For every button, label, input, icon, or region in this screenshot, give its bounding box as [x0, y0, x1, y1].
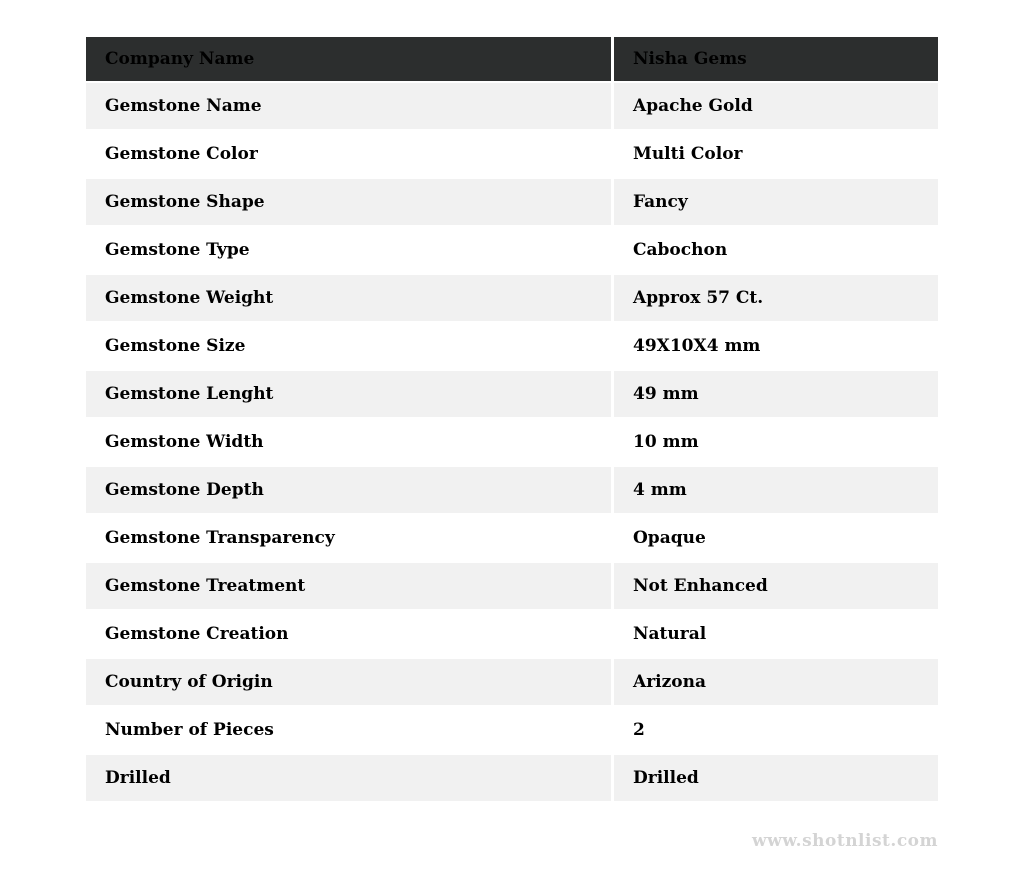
row-label-cell: Gemstone Lenght [86, 371, 611, 417]
row-value-cell: Not Enhanced [614, 563, 938, 609]
row-label-cell: Country of Origin [86, 659, 611, 705]
row-value-cell: Drilled [614, 755, 938, 801]
page-content [86, 0, 938, 851]
header-cell-company-name: Company Name [86, 37, 611, 81]
table-row [86, 419, 938, 465]
row-value-cell: 49X10X4 mm [614, 323, 938, 369]
table-row [86, 131, 938, 177]
row-label-cell: Gemstone Type [86, 227, 611, 273]
row-label-cell: Drilled [86, 755, 611, 801]
header-cell-company-value: Nisha Gems [614, 37, 938, 81]
row-label-cell: Gemstone Width [86, 419, 611, 465]
row-label-cell: Gemstone Name [86, 83, 611, 129]
watermark-url: www.shotnlist.com [751, 831, 938, 851]
row-label-cell: Gemstone Shape [86, 179, 611, 225]
row-value-cell: Natural [614, 611, 938, 657]
row-value-cell: Approx 57 Ct. [614, 275, 938, 321]
table-row [86, 227, 938, 273]
row-value-cell: 49 mm [614, 371, 938, 417]
table-row [86, 707, 938, 753]
table-header-row [86, 37, 938, 81]
row-value-cell: 4 mm [614, 467, 938, 513]
table-row [86, 467, 938, 513]
row-label-cell: Gemstone Depth [86, 467, 611, 513]
row-value-cell: Fancy [614, 179, 938, 225]
table-row [86, 179, 938, 225]
row-label-cell: Number of Pieces [86, 707, 611, 753]
row-label-cell: Gemstone Weight [86, 275, 611, 321]
row-value-cell: Multi Color [614, 131, 938, 177]
row-value-cell: Opaque [614, 515, 938, 561]
table-row [86, 323, 938, 369]
table-row [86, 371, 938, 417]
row-value-cell: Cabochon [614, 227, 938, 273]
table-row [86, 275, 938, 321]
table-row [86, 515, 938, 561]
row-label-cell: Gemstone Creation [86, 611, 611, 657]
table-row [86, 83, 938, 129]
row-value-cell: 2 [614, 707, 938, 753]
row-value-cell: 10 mm [614, 419, 938, 465]
row-value-cell: Apache Gold [614, 83, 938, 129]
gemstone-details-table [86, 37, 938, 801]
row-label-cell: Gemstone Treatment [86, 563, 611, 609]
row-label-cell: Gemstone Size [86, 323, 611, 369]
table-body [86, 83, 938, 801]
table-row [86, 611, 938, 657]
table-row [86, 563, 938, 609]
row-label-cell: Gemstone Color [86, 131, 611, 177]
row-label-cell: Gemstone Transparency [86, 515, 611, 561]
row-value-cell: Arizona [614, 659, 938, 705]
table-row [86, 659, 938, 705]
table-row [86, 755, 938, 801]
